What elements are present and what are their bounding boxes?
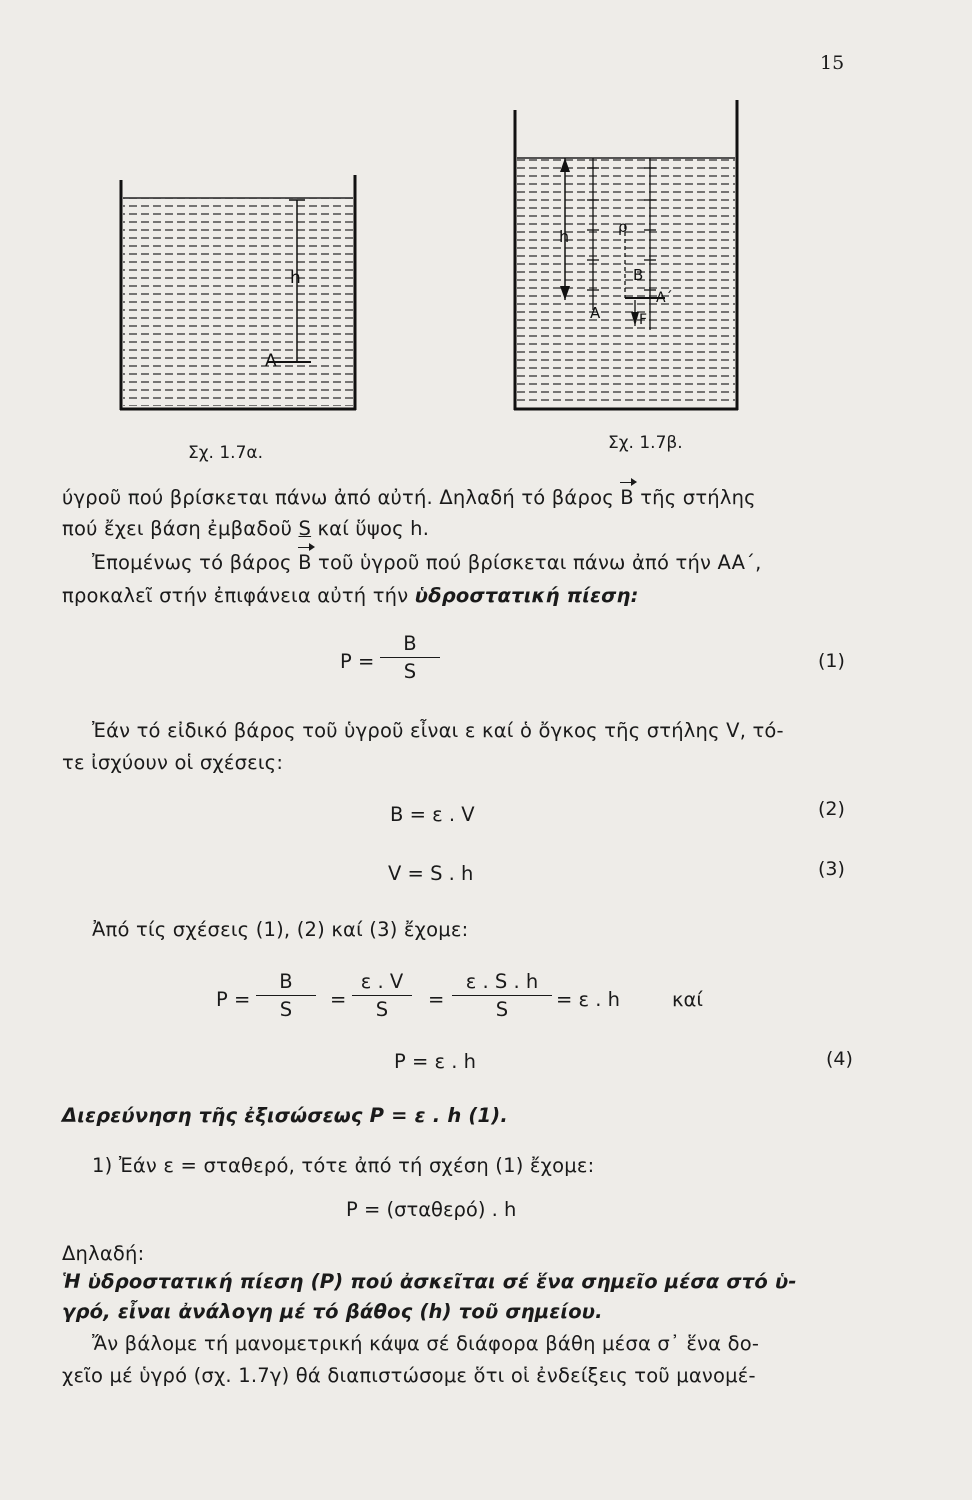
equation-number: (1) xyxy=(818,650,845,672)
equation-1-lhs: P = xyxy=(340,650,375,673)
combined-rhs: = ε . h xyxy=(556,988,621,1011)
equation-4: P = ε . h xyxy=(394,1050,476,1073)
term-hydrostatic-pressure: ὑδροστατική πίεση: xyxy=(414,584,639,607)
equation-3: V = S . h xyxy=(388,862,474,885)
paragraph-line: χεῖο μέ ὑγρό (σχ. 1.7γ) θά διαπιστώσομε ὅτι οἱ ἐνδείξεις τοῦ μανομέ- xyxy=(62,1364,756,1387)
label-A: A xyxy=(590,304,601,322)
fraction: B S xyxy=(256,970,316,1021)
paragraph-line: Ἄν βάλομε τή μανομετρική κάψα σέ διάφορα βάθη μέσα σ᾽ ἕνα δο- xyxy=(92,1332,760,1355)
equals-sign: = xyxy=(428,988,445,1011)
conjunction: καί xyxy=(672,988,703,1011)
equation-number: (4) xyxy=(826,1048,853,1070)
fraction: ε . S . h S xyxy=(452,970,552,1021)
paragraph-line: Ἐάν τό εἰδικό βάρος τοῦ ὑγροῦ εἶναι ε καί ὁ ὄγκος τῆς στήλης V, τό- xyxy=(92,719,784,742)
equation-2: B = ε . V xyxy=(390,803,475,826)
section-heading: Διερεύνηση τῆς ἐξισώσεως P = ε . h (1). xyxy=(62,1104,508,1127)
equation-number: (3) xyxy=(818,858,845,880)
fraction: B S xyxy=(380,632,440,683)
caption-figure-a: Σχ. 1.7α. xyxy=(188,443,264,463)
paragraph-line: ύγροῦ πού βρίσκεται πάνω ἀπό αὐτή. Δηλαδή τό βάρος B τῆς στήλης xyxy=(62,486,756,509)
paragraph-line: τε ἰσχύουν οἱ σχέσεις: xyxy=(62,751,284,774)
paragraph-line: Ἀπό τίς σχέσεις (1), (2) καί (3) ἔχομε: xyxy=(92,918,469,941)
paragraph-line: Δηλαδή: xyxy=(62,1242,145,1265)
figure-1-7b xyxy=(505,100,750,415)
label-A-prime: A´ xyxy=(656,290,673,306)
label-B: B xyxy=(633,266,644,284)
paragraph-line: προκαλεῖ στήν ἐπιφάνεια αὐτή τήν ὑδροστατική πίεση: xyxy=(62,584,639,607)
label-F: F xyxy=(639,312,648,328)
equation-5: P = (σταθερό) . h xyxy=(346,1198,517,1221)
equation-number: (2) xyxy=(818,798,845,820)
label-h: h xyxy=(290,268,301,288)
paragraph-line-emphasis: γρό, εἶναι ἀνάλογη μέ τό βάθος (h) τοῦ σημείου. xyxy=(62,1300,603,1323)
label-h: h xyxy=(559,227,570,246)
caption-figure-b: Σχ. 1.7β. xyxy=(608,433,683,453)
paragraph-line: πού ἔχει βάση ἐμβαδοῦ S καί ὕψος h. xyxy=(62,517,430,540)
combined-lhs: P = xyxy=(216,988,251,1011)
figure-1-7a xyxy=(105,170,375,420)
label-rho: ρ xyxy=(618,218,628,236)
liquid xyxy=(123,198,353,406)
label-A: A xyxy=(265,351,277,371)
paragraph-line-emphasis: Ἡ ὑδροστατική πίεση (P) πού ἀσκεῖται σέ ἕνα σημεῖο μέσα στό ὑ- xyxy=(62,1270,797,1293)
vector-B: B xyxy=(298,551,312,574)
fraction: ε . V S xyxy=(352,970,412,1021)
list-item: 1) Ἐάν ε = σταθερό, τότε ἀπό τή σχέση (1) ἔχομε: xyxy=(92,1154,595,1177)
equals-sign: = xyxy=(330,988,347,1011)
paragraph-line: Ἐπομένως τό βάρος B τοῦ ὑγροῦ πού βρίσκεται πάνω ἀπό τήν AA´, xyxy=(92,551,762,574)
page-number: 15 xyxy=(820,52,845,74)
liquid xyxy=(517,158,735,406)
vector-B: B xyxy=(620,486,634,509)
